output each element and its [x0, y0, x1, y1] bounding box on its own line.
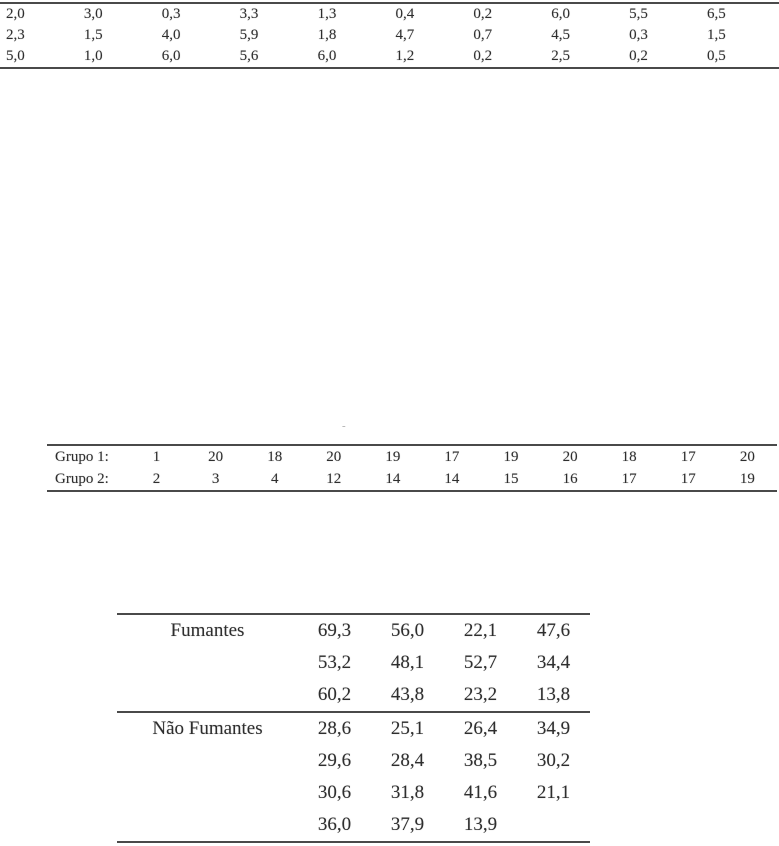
table-cell: 43,8	[390, 684, 425, 705]
table-cell: 3,3	[239, 6, 259, 22]
smokers-section	[117, 712, 590, 842]
table-cell: 18	[621, 449, 637, 465]
smokers-table	[117, 613, 590, 843]
table-cell: 1,0	[83, 48, 103, 64]
table-cell: 4,5	[551, 27, 570, 43]
table-cell: 17	[621, 471, 637, 487]
table-cell: 1,2	[395, 48, 415, 64]
table-cell: 52,7	[463, 652, 498, 673]
table-cell: 25,1	[371, 712, 444, 745]
table-cell: 12	[326, 471, 342, 487]
table-cell: 3	[211, 471, 220, 487]
table-cell: 34,4	[536, 652, 571, 673]
table-cell: 0,7	[473, 27, 493, 43]
table-cell: 69,3	[317, 620, 352, 641]
table-cell: 13,8	[536, 684, 571, 705]
table-cell: 5,6	[239, 48, 259, 64]
table-cell-empty	[517, 809, 590, 842]
table-cell: 6,5	[707, 6, 726, 22]
table-cell: 30,6	[317, 782, 352, 803]
table-row	[47, 468, 777, 491]
table-cell: 41,6	[463, 782, 498, 803]
table-cell: 2,0	[6, 6, 25, 22]
table-cell: 14	[385, 471, 401, 487]
table-cell: 36,0	[317, 814, 352, 835]
table-cell: 6,0	[161, 48, 181, 64]
table-cell: 18	[267, 449, 283, 465]
table-cell: 5,0	[6, 48, 25, 64]
row-label: Grupo 1:	[55, 449, 109, 465]
table-cell: 4,0	[161, 27, 181, 43]
table-cell: 1,5	[83, 27, 103, 43]
table-cell: 20	[562, 449, 578, 465]
table-cell: 17	[444, 449, 460, 465]
table-cell: 16	[562, 471, 578, 487]
scan-artifact-dash: -	[342, 420, 347, 432]
table-cell: 17	[680, 449, 696, 465]
table-cell: 53,2	[317, 652, 352, 673]
table-cell: 4	[270, 471, 279, 487]
table-row	[47, 445, 777, 468]
smokers-section	[117, 614, 590, 712]
section-label: Não Fumantes	[117, 712, 298, 842]
table-cell: 38,5	[463, 750, 498, 771]
table-cell: 48,1	[390, 652, 425, 673]
table-cell: 56,0	[390, 620, 425, 641]
table-cell: 13,9	[463, 814, 498, 835]
table-row	[117, 712, 590, 745]
table-cell: 26,4	[444, 712, 517, 745]
table-row	[0, 3, 779, 25]
section-label: Fumantes	[170, 620, 245, 641]
table-cell: 0,4	[395, 6, 415, 22]
table-cell: 17	[680, 471, 696, 487]
groups-table	[47, 444, 777, 492]
table-cell: 30,2	[536, 750, 571, 771]
table-cell: 1	[152, 449, 161, 465]
table-cell: 0,2	[473, 48, 493, 64]
table-cell: 0,2	[629, 48, 648, 64]
table-cell: 37,9	[390, 814, 425, 835]
table-cell: 60,2	[317, 684, 352, 705]
table-cell: 20	[208, 449, 224, 465]
table-cell: 0,3	[161, 6, 181, 22]
table-cell: 19	[385, 449, 401, 465]
table-cell: 21,1	[536, 782, 571, 803]
table-cell: 2,3	[6, 27, 25, 43]
table-cell: 6,0	[551, 6, 570, 22]
table-cell: 47,6	[536, 620, 571, 641]
row-label: Grupo 2:	[55, 471, 109, 487]
table-cell: 1,5	[707, 27, 726, 43]
table-row	[0, 25, 779, 46]
table-cell: 1,3	[317, 6, 337, 22]
table-cell: 5,5	[629, 6, 648, 22]
table-cell: 2,5	[551, 48, 570, 64]
table-cell: 0,2	[473, 6, 493, 22]
table-cell: 14	[444, 471, 460, 487]
table-cell: 28,6	[298, 712, 371, 745]
table-cell: 15	[503, 471, 519, 487]
table-cell: 4,7	[395, 27, 415, 43]
table-cell: 22,1	[463, 620, 498, 641]
table-cell: 34,9	[517, 712, 590, 745]
table-cell: 29,6	[317, 750, 352, 771]
table-cell: 2	[152, 471, 161, 487]
decimal-table	[0, 2, 779, 69]
table-cell: 5,9	[239, 27, 259, 43]
table-cell: 19	[739, 471, 755, 487]
table-cell: 31,8	[390, 782, 425, 803]
table-cell: 6,0	[317, 48, 337, 64]
table-cell: 3,0	[83, 6, 103, 22]
table-row	[0, 46, 779, 68]
table-cell: 0,3	[629, 27, 648, 43]
table-cell: 1,8	[317, 27, 337, 43]
table-cell: 20	[739, 449, 755, 465]
table-cell: 0,5	[707, 48, 726, 64]
table-cell: 20	[326, 449, 342, 465]
table-cell: 23,2	[463, 684, 498, 705]
table-cell: 28,4	[390, 750, 425, 771]
table-row	[117, 614, 590, 647]
table-cell: 19	[503, 449, 519, 465]
